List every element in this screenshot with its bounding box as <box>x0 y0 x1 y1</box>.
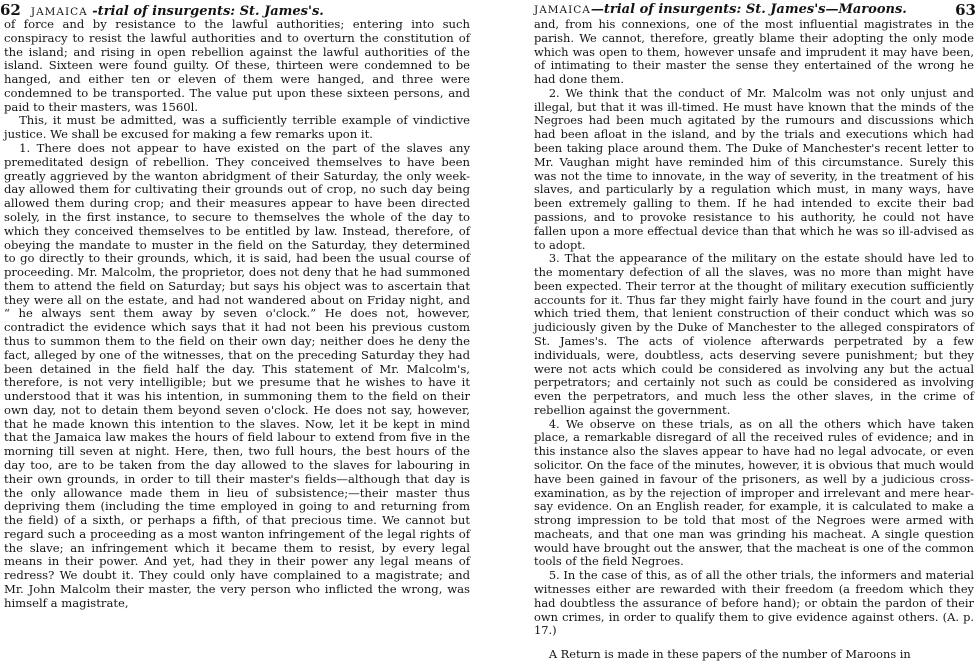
paragraph: 2. We think that the conduct of Mr. Malcolm was not only unjust and illegal, but that it was ill-timed. He must have known that the minds of the Negroes had been much agitated by the rumours and discussions which had been afloat in the island, and by the trials and executions which had been taking place around them. The Duke of Manchester's recent letter to Mr. Vaughan might have reminded him of this circumstance. Surely this was not the time to innovate, in the way of severity, in the treatment of his slaves, and particularly by a regulation which must, in many ways, have been extremely galling to them. If he had intended to excite their bad passions, and to provoke resistance to his authority, he could not have fallen upon a more effectual device than that which he was so ill-advised as to adopt. <box>534 85 974 252</box>
right-page-number: 63 <box>955 1 976 19</box>
left-page-number: 62 <box>0 1 21 19</box>
right-page <box>508 0 980 662</box>
paragraph: 1. There does not appear to have existed on the part of the slaves any premeditated design of rebellion. They conceived themselves to have been greatly aggrieved by the wanton abridgment of their Saturday, the only week-day allowed them for cultivating their grounds out of crop, no such day being allowed them during crop; and their measures appear to have been directed solely, in the first instance, to secure to themselves the whole of the day to which they conceived themselves to be entitled by law. Instead, therefore, of obeying the mandate to muster in the field on the Saturday, they determined to go directly to their grounds, which, it is said, had been the usual course of proceeding. Mr. Malcolm, the proprietor, does not deny that he had summoned them to attend the field on Saturday; but says his object was to ascertain that they were all on the estate, and had not wandered about on Friday night, and “ he always sent them away by seven o'clock.” He does not, however, contradict the evidence which says that it had not been his previous custom thus to summon them to the field on their own day; neither does he deny the fact, alleged by one of the witnesses, that on the preceding Saturday they had been detained in the field half the day. This statement of Mr. Malcolm's, therefore, is not very intelligible; but we presume that he wishes to have it understood that it was his intention, in summoning them to the field on their own day, not to detain them beyond seven o'clock. He does not say, however, that he made known this intention to the slaves. Now, let it be kept in mind that the Jamaica law makes the hours of field labour to extend from five in the morning till seven at night. Here, then, two full hours, the best hours of the day too, are to be taken from the day allowed to the slaves for labouring in their own grounds, in order to till their master's fields—although that day is the only allowance made them in lieu of subsistence;—their master thus depriving them (including the time employed in going to and returning from the field) of a sixth, or perhaps a fifth, of that precious time. We cannot but regard such a proceeding as a most wanton infringement of the legal rights of the slave; an infringement which it became them to resist, by every legal means in their power. And yet, had they in their power any legal means of redress? We doubt it. They could only have complained to a magistrate; and Mr. John Malcolm their master, the very person who inflicted the wrong, was himself a magistrate, <box>4 141 470 610</box>
right-body-text <box>534 18 974 662</box>
right-header-title: JAMAICA <box>534 4 591 16</box>
page-gutter <box>494 0 495 652</box>
left-body-text <box>4 18 470 611</box>
left-header-subtitle: -trial of insurgents: St. James's. <box>87 4 324 19</box>
paragraph: This, it must be admitted, was a sufficiently terrible example of vindictive justice. We shall be excused for making a few remarks upon it. <box>4 113 470 142</box>
paragraph: 4. We observe on these trials, as on all the others which have taken place, a remarkable disregard of all the received rules of evidence; and in this instance also the slaves appear to have had no legal advocate, or even solicitor. On the face of the minutes, however, it is obvious that much would have been gained in favour of the prisoners, as well by a judicious cross-examination, as by the rejection of improper and irrelevant and mere hear-say evidence. On an English reader, for example, it is calculated to make a strong impression to be told that most of the Negroes were armed with macheats, and that one man was grinding his macheat. A single question would have brought out the answer, that the macheat is one of the common tools of the field Negroes. <box>534 416 974 569</box>
paragraph: A Return is made in these papers of the number of Maroons in <box>548 647 911 662</box>
paragraph: 5. In the case of this, as of all the other trials, the informers and material witnesses either are rewarded with their freedom (a freedom which they had doubtless the assurance of before hand); or obtain the pardon of their own crimes, in order to qualify them to give evidence against others. (A. p. 17.) <box>534 568 974 638</box>
left-header-title: JAMAICA <box>30 6 88 18</box>
right-header-subtitle: —trial of insurgents: St. James's—Maroons. <box>590 2 907 17</box>
left-page <box>0 0 476 652</box>
paragraph: of force and by resistance to the lawful authorities; entering into such conspiracy to resist the lawful authorities and to overturn the constitution of the island; and rising in open rebellion against the lawful authorities of the island. Sixteen were found guilty. Of these, thirteen were condemned to be hanged, and either ten or eleven of them were hanged, and three were condemned to be transported. The value put upon these sixteen persons, and paid to their masters, was 1560l. <box>4 17 470 114</box>
paragraph: 3. That the appearance of the military on the estate should have led to the momentary defection of all the slaves, was no more than might have been expected. Their terror at the thought of military execution sufficiently accounts for it. Thus far they might fairly have found in the court and jury which tried them, that lenient construction of their conduct which was so judiciously given by the Duke of Manchester to the alleged conspirators of St. James's. The acts of violence afterwards perpetrated by a few individuals, were, doubtless, acts deserving severe punishment; but they were not acts which could be considered as involving any but the actual perpetrators; and certainly not such as could be considered as involving even the perpetrators, and much less the other slaves, in the crime of rebellion against the government. <box>534 251 974 417</box>
paragraph: and, from his connexions, one of the most influential magistrates in the parish. We cannot, therefore, greatly blame their adopting the only mode which was open to them, however unsafe and imprudent it may have been, of intimating to their master the sense they entertained of the wrong he had done them. <box>534 17 974 87</box>
